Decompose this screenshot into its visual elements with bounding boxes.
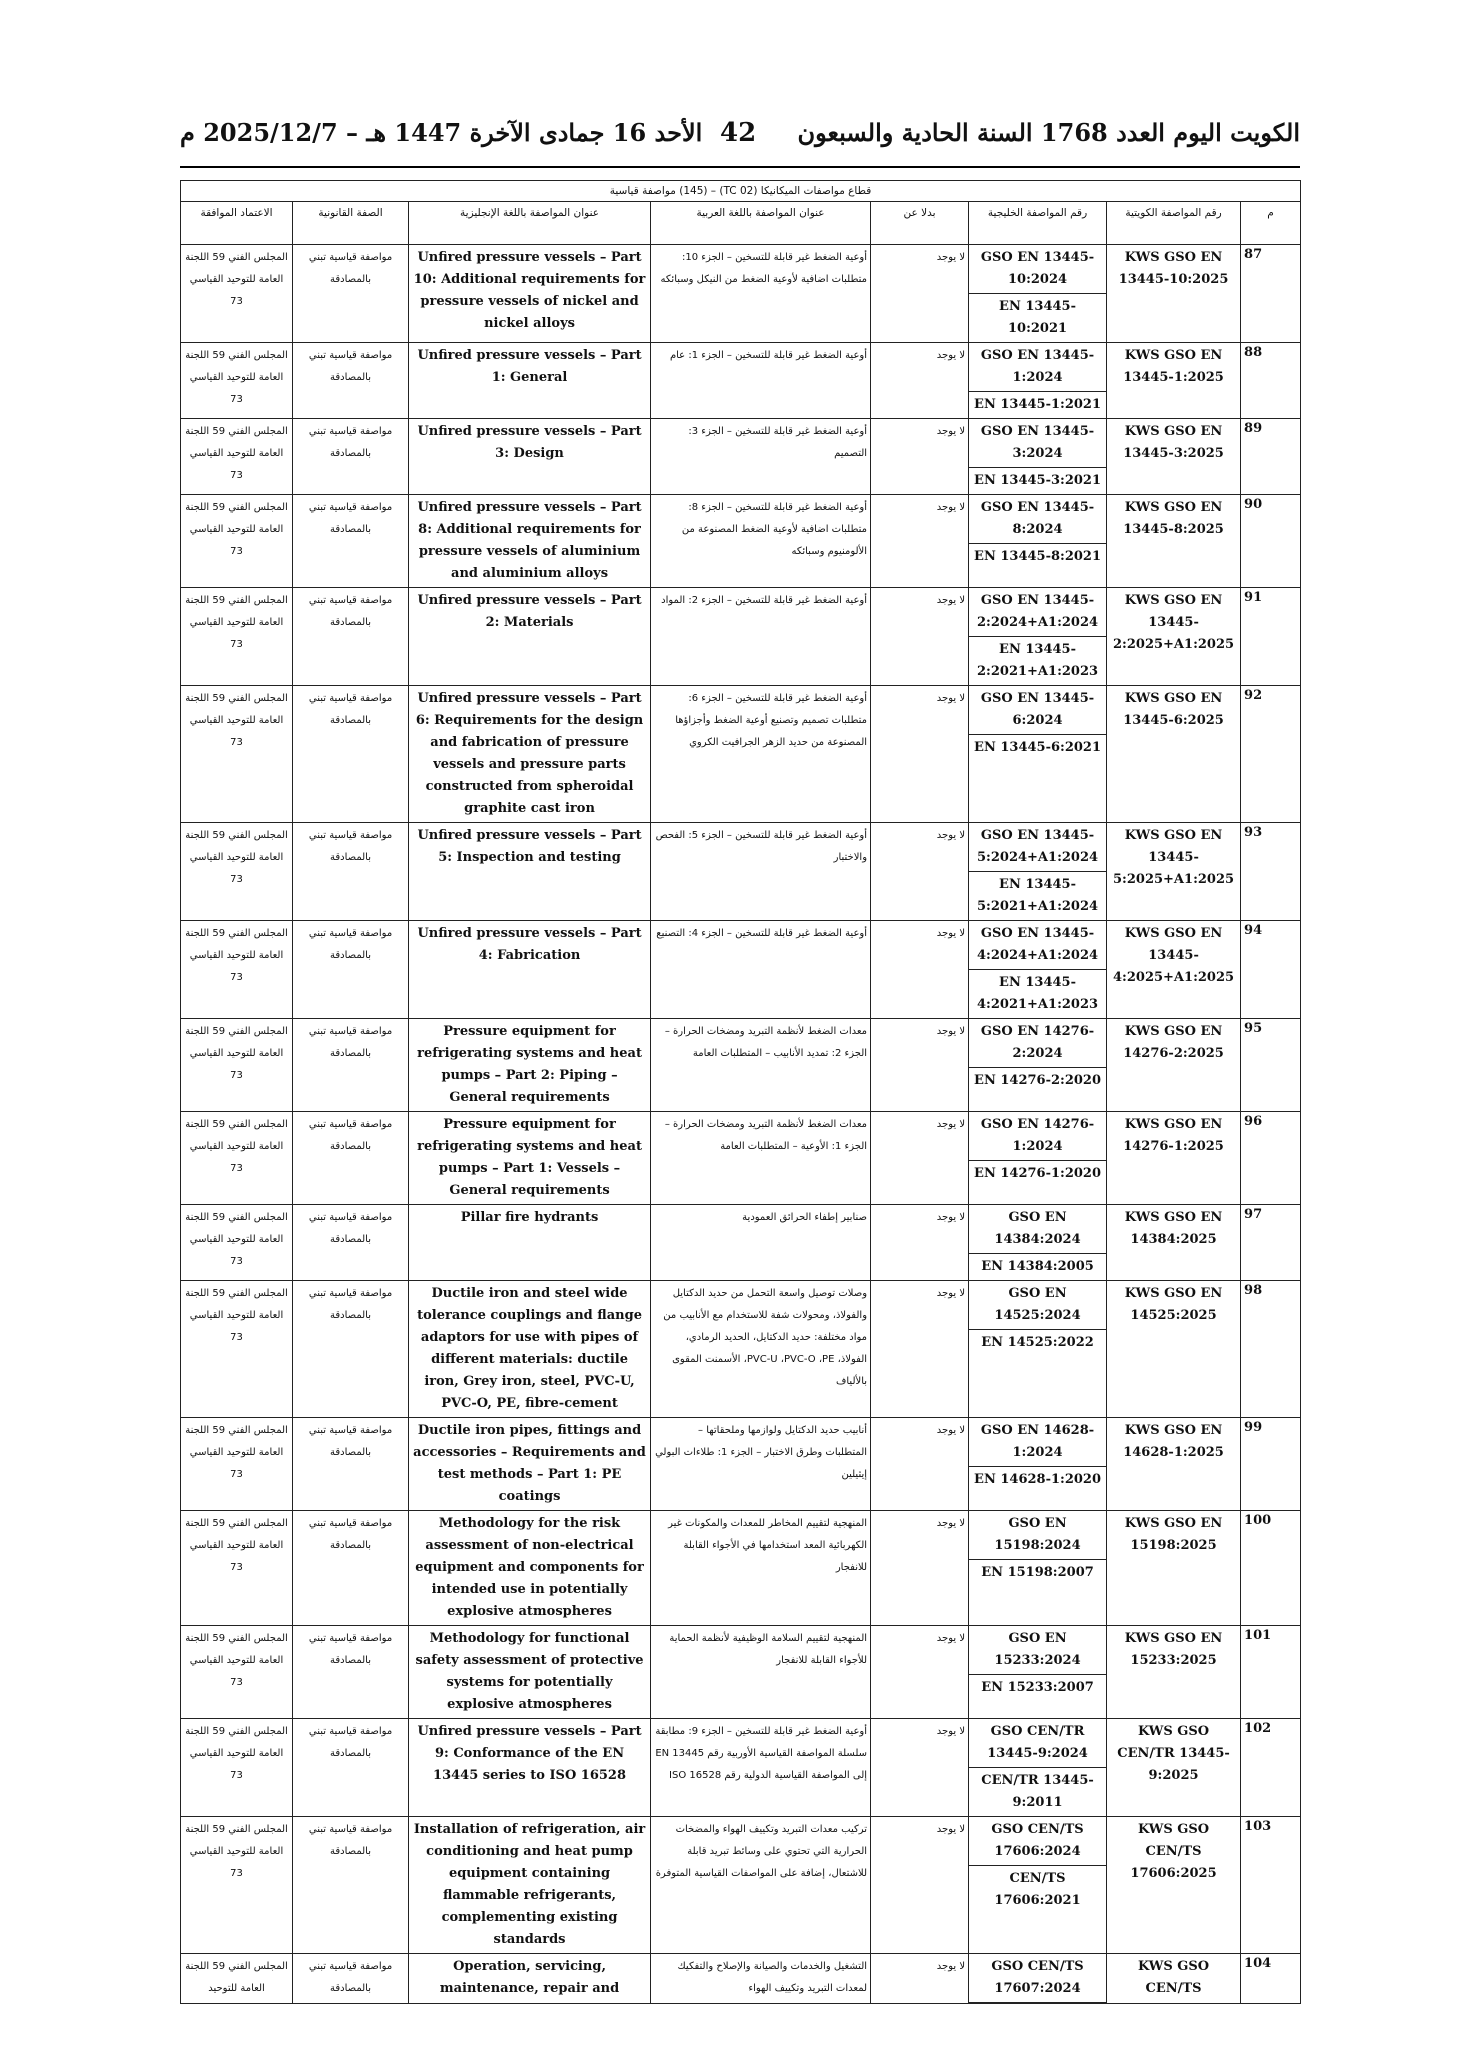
english-title: Unfired pressure vessels – Part 8: Additional requirements for pressure vessels of aluminium and aluminium alloys [409, 495, 651, 588]
table-row [181, 343, 1301, 419]
english-title: Pillar fire hydrants [409, 1205, 651, 1281]
en-standard: EN 13445-6:2021 [974, 740, 1102, 755]
approval: المجلس الفني 59 اللجنة العامة للتوحيد القياسي 73 [181, 1511, 293, 1626]
arabic-title: وصلات توصيل واسعة التحمل من حديد الدكتايل والفولاذ، ومحولات شفة للاستخدام مع الأنابيب من مواد مختلفة: حديد الدكتايل، الحديد الرمادي، الفولاذ، PVC-U ،PVC-O ،PE، الأسمنت المقوى بالألياف [651, 1281, 871, 1418]
instead-of: لا يوجد [871, 1954, 969, 2004]
en-standard: EN 13445-2:2021+A1:2023 [977, 642, 1099, 679]
gso-standard: GSO CEN/TS 17606:2024 [969, 1817, 1106, 1866]
legal-status: مواصفة قياسية تبني بالمصادقة [293, 588, 409, 686]
row-number: 96 [1241, 1112, 1301, 1205]
table-row [181, 1418, 1301, 1511]
english-title: Installation of refrigeration, air conditioning and heat pump equipment containing flammable refrigerants, complementing existing standards [409, 1817, 651, 1954]
gso-standard: GSO EN 15233:2024 [969, 1626, 1106, 1675]
table-row [181, 1511, 1301, 1626]
gso-standard: GSO CEN/TR 13445-9:2024 [969, 1719, 1106, 1768]
instead-of: لا يوجد [871, 588, 969, 686]
table-row [181, 823, 1301, 921]
legal-status: مواصفة قياسية تبني بالمصادقة [293, 1281, 409, 1418]
kws-number: KWS GSO EN 13445-8:2025 [1107, 495, 1241, 588]
row-number: 102 [1241, 1719, 1301, 1817]
col-instead: بدلا عن [871, 202, 969, 245]
en-standard: EN 13445-8:2021 [974, 549, 1102, 564]
english-title: Methodology for functional safety assessment of protective systems for potentially explosive atmospheres [409, 1626, 651, 1719]
table-row [181, 1205, 1301, 1281]
approval: المجلس الفني 59 اللجنة العامة للتوحيد القياسي 73 [181, 686, 293, 823]
row-number: 101 [1241, 1626, 1301, 1719]
arabic-title: أوعية الضغط غير قابلة للتسخين – الجزء 5: الفحص والاختبار [651, 823, 871, 921]
gso-number [969, 1817, 1107, 1954]
approval: المجلس الفني 59 اللجنة العامة للتوحيد القياسي 73 [181, 245, 293, 343]
table-row [181, 1954, 1301, 2004]
table-row [181, 1626, 1301, 1719]
approval: المجلس الفني 59 اللجنة العامة للتوحيد القياسي 73 [181, 1019, 293, 1112]
legal-status: مواصفة قياسية تبني بالمصادقة [293, 1418, 409, 1511]
gso-number [969, 686, 1107, 823]
instead-of: لا يوجد [871, 1817, 969, 1954]
approval: المجلس الفني 59 اللجنة العامة للتوحيد القياسي 73 [181, 343, 293, 419]
english-title: Ductile iron pipes, fittings and accessories – Requirements and test methods – Part 1: PE coatings [409, 1418, 651, 1511]
arabic-title: المنهجية لتقييم السلامة الوظيفية لأنظمة الحماية للأجواء القابلة للانفجار [651, 1626, 871, 1719]
table-row [181, 686, 1301, 823]
en-standard: EN 14525:2022 [981, 1335, 1094, 1350]
instead-of: لا يوجد [871, 1626, 969, 1719]
legal-status: مواصفة قياسية تبني بالمصادقة [293, 1511, 409, 1626]
col-legal: الصفة القانونية [293, 202, 409, 245]
gso-number [969, 419, 1107, 495]
table-row [181, 1112, 1301, 1205]
row-number: 97 [1241, 1205, 1301, 1281]
gso-number [969, 1719, 1107, 1817]
english-title: Unfired pressure vessels – Part 3: Design [409, 419, 651, 495]
row-number: 91 [1241, 588, 1301, 686]
row-number: 90 [1241, 495, 1301, 588]
english-title: Pressure equipment for refrigerating systems and heat pumps – Part 2: Piping – General requirements [409, 1019, 651, 1112]
approval: المجلس الفني 59 اللجنة العامة للتوحيد القياسي 73 [181, 1719, 293, 1817]
arabic-title: أوعية الضغط غير قابلة للتسخين – الجزء 3: التصميم [651, 419, 871, 495]
legal-status: مواصفة قياسية تبني بالمصادقة [293, 823, 409, 921]
english-title: Unfired pressure vessels – Part 5: Inspection and testing [409, 823, 651, 921]
gso-number [969, 921, 1107, 1019]
kws-number: KWS GSO EN 13445-5:2025+A1:2025 [1107, 823, 1241, 921]
row-number: 89 [1241, 419, 1301, 495]
legal-status: مواصفة قياسية تبني بالمصادقة [293, 1205, 409, 1281]
header-date: الأحد 16 جمادى الآخرة 1447 هـ – 2025/12/7 م [180, 118, 703, 147]
instead-of: لا يوجد [871, 1205, 969, 1281]
en-standard: EN 14276-1:2020 [974, 1166, 1102, 1181]
arabic-title: أوعية الضغط غير قابلة للتسخين – الجزء 1: عام [651, 343, 871, 419]
sector-title: قطاع مواصفات الميكانيكا (TC 02) – (145) مواصفة قياسية [181, 181, 1301, 202]
gso-number [969, 1205, 1107, 1281]
approval: المجلس الفني 59 اللجنة العامة للتوحيد القياسي 73 [181, 588, 293, 686]
gso-standard: GSO CEN/TS 17607:2024 [969, 1954, 1106, 2003]
english-title: Unfired pressure vessels – Part 2: Materials [409, 588, 651, 686]
gso-standard: GSO EN 13445-1:2024 [969, 343, 1106, 392]
instead-of: لا يوجد [871, 245, 969, 343]
row-number: 99 [1241, 1418, 1301, 1511]
row-number: 103 [1241, 1817, 1301, 1954]
instead-of: لا يوجد [871, 1511, 969, 1626]
instead-of: لا يوجد [871, 419, 969, 495]
instead-of: لا يوجد [871, 1112, 969, 1205]
kws-number: KWS GSO CEN/TR 13445-9:2025 [1107, 1719, 1241, 1817]
kws-number: KWS GSO EN 13445-1:2025 [1107, 343, 1241, 419]
english-title: Ductile iron and steel wide tolerance couplings and flange adaptors for use with pipes of different materials: ductile iron, Grey iron, steel, PVC-U, PVC-O, PE, fibre-cement [409, 1281, 651, 1418]
table-row [181, 588, 1301, 686]
kws-number: KWS GSO EN 15198:2025 [1107, 1511, 1241, 1626]
page-number: 42 [720, 118, 757, 148]
legal-status: مواصفة قياسية تبني بالمصادقة [293, 1626, 409, 1719]
gso-standard: GSO EN 14384:2024 [969, 1205, 1106, 1254]
row-number: 87 [1241, 245, 1301, 343]
gso-standard: GSO EN 13445-10:2024 [969, 245, 1106, 294]
legal-status: مواصفة قياسية تبني بالمصادقة [293, 1817, 409, 1954]
col-english-title: عنوان المواصفة باللغة الإنجليزية [409, 202, 651, 245]
row-number: 94 [1241, 921, 1301, 1019]
legal-status: مواصفة قياسية تبني بالمصادقة [293, 419, 409, 495]
instead-of: لا يوجد [871, 1418, 969, 1511]
kws-number: KWS GSO CEN/TS 17606:2025 [1107, 1817, 1241, 1954]
arabic-title: أوعية الضغط غير قابلة للتسخين – الجزء 10: متطلبات اضافية لأوعية الضغط من النيكل وسبائكه [651, 245, 871, 343]
arabic-title: التشغيل والخدمات والصيانة والإصلاح والتفكيك لمعدات التبريد وتكييف الهواء [651, 1954, 871, 2004]
en-standard: EN 13445-10:2021 [999, 299, 1076, 336]
gso-standard: GSO EN 13445-2:2024+A1:2024 [969, 588, 1106, 637]
gso-standard: GSO EN 13445-6:2024 [969, 686, 1106, 735]
header-rule [180, 166, 1300, 168]
legal-status: مواصفة قياسية تبني بالمصادقة [293, 921, 409, 1019]
approval: المجلس الفني 59 اللجنة العامة للتوحيد القياسي 73 [181, 1817, 293, 1954]
row-number: 100 [1241, 1511, 1301, 1626]
approval: المجلس الفني 59 اللجنة العامة للتوحيد القياسي 73 [181, 1418, 293, 1511]
col-arabic-title: عنوان المواصفة باللغة العربية [651, 202, 871, 245]
approval: المجلس الفني 59 اللجنة العامة للتوحيد القياسي 73 [181, 1112, 293, 1205]
instead-of: لا يوجد [871, 823, 969, 921]
approval: المجلس الفني 59 اللجنة العامة للتوحيد القياسي 73 [181, 495, 293, 588]
gso-number [969, 1281, 1107, 1418]
gso-standard: GSO EN 13445-5:2024+A1:2024 [969, 823, 1106, 872]
row-number: 92 [1241, 686, 1301, 823]
legal-status: مواصفة قياسية تبني بالمصادقة [293, 1719, 409, 1817]
arabic-title: معدات الضغط لأنظمة التبريد ومضخات الحرارة – الجزء 2: تمديد الأنابيب – المتطلبات العامة [651, 1019, 871, 1112]
gso-number [969, 1112, 1107, 1205]
gso-number [969, 495, 1107, 588]
kws-number: KWS GSO EN 14276-1:2025 [1107, 1112, 1241, 1205]
en-standard: EN 14276-2:2020 [974, 1073, 1102, 1088]
column-headers [181, 202, 1301, 245]
english-title: Pressure equipment for refrigerating systems and heat pumps – Part 1: Vessels – General requirements [409, 1112, 651, 1205]
kws-number: KWS GSO EN 14628-1:2025 [1107, 1418, 1241, 1511]
english-title: Unfired pressure vessels – Part 6: Requirements for the design and fabrication of pressure vessels and pressure parts constructed from spheroidal graphite cast iron [409, 686, 651, 823]
gso-standard: GSO EN 13445-3:2024 [969, 419, 1106, 468]
english-title: Unfired pressure vessels – Part 10: Additional requirements for pressure vessels of nickel and nickel alloys [409, 245, 651, 343]
approval: المجلس الفني 59 اللجنة العامة للتوحيد القياسي 73 [181, 921, 293, 1019]
en-standard: EN 13445-4:2021+A1:2023 [977, 975, 1099, 1012]
gso-standard: GSO EN 14276-1:2024 [969, 1112, 1106, 1161]
kws-number: KWS GSO EN 14525:2025 [1107, 1281, 1241, 1418]
gso-number [969, 1954, 1107, 2004]
english-title: Unfired pressure vessels – Part 9: Conformance of the EN 13445 series to ISO 16528 [409, 1719, 651, 1817]
row-number: 98 [1241, 1281, 1301, 1418]
en-standard: CEN/TR 13445-9:2011 [981, 1773, 1094, 1810]
gso-number [969, 1019, 1107, 1112]
standards-table [180, 180, 1301, 2004]
approval: المجلس الفني 59 اللجنة العامة للتوحيد القياسي 73 [181, 1626, 293, 1719]
instead-of: لا يوجد [871, 1281, 969, 1418]
arabic-title: أوعية الضغط غير قابلة للتسخين – الجزء 6: متطلبات تصميم وتصنيع أوعية الضغط وأجزاؤها المصنوعة من حديد الزهر الجرافيت الكروي [651, 686, 871, 823]
en-standard: CEN/TS 17606:2021 [994, 1871, 1081, 1908]
approval: المجلس الفني 59 اللجنة العامة للتوحيد القياسي 73 [181, 1281, 293, 1418]
gso-standard: GSO EN 15198:2024 [969, 1511, 1106, 1560]
en-standard: EN 15198:2007 [981, 1565, 1094, 1580]
english-title: Unfired pressure vessels – Part 1: General [409, 343, 651, 419]
arabic-title: أوعية الضغط غير قابلة للتسخين – الجزء 9: مطابقة سلسلة المواصفة القياسية الأوربية رقم EN 13445 إلى المواصفة القياسية الدولية رقم ISO 16528 [651, 1719, 871, 1817]
legal-status: مواصفة قياسية تبني بالمصادقة [293, 1954, 409, 2004]
gso-number [969, 588, 1107, 686]
english-title: Methodology for the risk assessment of non-electrical equipment and components for intended use in potentially explosive atmospheres [409, 1511, 651, 1626]
legal-status: مواصفة قياسية تبني بالمصادقة [293, 686, 409, 823]
arabic-title: معدات الضغط لأنظمة التبريد ومضخات الحرارة – الجزء 1: الأوعية – المتطلبات العامة [651, 1112, 871, 1205]
col-gso: رقم المواصفة الخليجية [969, 202, 1107, 245]
gso-standard: GSO EN 14628-1:2024 [969, 1418, 1106, 1467]
legal-status: مواصفة قياسية تبني بالمصادقة [293, 495, 409, 588]
arabic-title: أوعية الضغط غير قابلة للتسخين – الجزء 8: متطلبات اضافية لأوعية الضغط المصنوعة من الألومنيوم وسبائكه [651, 495, 871, 588]
table-row [181, 419, 1301, 495]
header-issue: الكويت اليوم العدد 1768 السنة الحادية والسبعون [797, 118, 1300, 147]
col-num: م [1241, 202, 1301, 245]
instead-of: لا يوجد [871, 343, 969, 419]
kws-number: KWS GSO EN 15233:2025 [1107, 1626, 1241, 1719]
legal-status: مواصفة قياسية تبني بالمصادقة [293, 1112, 409, 1205]
kws-number: KWS GSO EN 13445-10:2025 [1107, 245, 1241, 343]
table-row [181, 921, 1301, 1019]
en-standard: EN 13445-3:2021 [974, 473, 1102, 488]
approval: المجلس الفني 59 اللجنة العامة للتوحيد القياسي 73 [181, 419, 293, 495]
table-row [181, 495, 1301, 588]
arabic-title: المنهجية لتقييم المخاطر للمعدات والمكونات غير الكهربائية المعد استخدامها في الأجواء القابلة للانفجار [651, 1511, 871, 1626]
gso-standard: GSO EN 13445-4:2024+A1:2024 [969, 921, 1106, 970]
row-number: 104 [1241, 1954, 1301, 2004]
table-row [181, 1281, 1301, 1418]
kws-number: KWS GSO EN 14276-2:2025 [1107, 1019, 1241, 1112]
col-kws: رقم المواصفة الكويتية [1107, 202, 1241, 245]
instead-of: لا يوجد [871, 1719, 969, 1817]
english-title: Unfired pressure vessels – Part 4: Fabrication [409, 921, 651, 1019]
row-number: 88 [1241, 343, 1301, 419]
gso-number [969, 245, 1107, 343]
gso-number [969, 343, 1107, 419]
gso-number [969, 1418, 1107, 1511]
table-row [181, 1019, 1301, 1112]
en-standard: EN 15233:2007 [981, 1680, 1094, 1695]
arabic-title: أوعية الضغط غير قابلة للتسخين – الجزء 4: التصنيع [651, 921, 871, 1019]
page-header [180, 118, 1300, 164]
instead-of: لا يوجد [871, 495, 969, 588]
arabic-title: صنابير إطفاء الحرائق العمودية [651, 1205, 871, 1281]
approval: المجلس الفني 59 اللجنة العامة للتوحيد القياسي 73 [181, 823, 293, 921]
approval: المجلس الفني 59 اللجنة العامة للتوحيد [181, 1954, 293, 2004]
arabic-title: أنابيب حديد الدكتايل ولوازمها وملحقاتها – المتطلبات وطرق الاختبار – الجزء 1: طلاءات البولي إيثيلين [651, 1418, 871, 1511]
en-standard: EN 13445-1:2021 [974, 397, 1102, 412]
arabic-title: تركيب معدات التبريد وتكييف الهواء والمضخات الحرارية التي تحتوي على وسائط تبريد قابلة للاشتعال، إضافة على المواصفات القياسية المتوفرة [651, 1817, 871, 1954]
approval: المجلس الفني 59 اللجنة العامة للتوحيد القياسي 73 [181, 1205, 293, 1281]
table-row [181, 245, 1301, 343]
row-number: 93 [1241, 823, 1301, 921]
gso-number [969, 823, 1107, 921]
gso-standard: GSO EN 14276-2:2024 [969, 1019, 1106, 1068]
kws-number: KWS GSO EN 13445-3:2025 [1107, 419, 1241, 495]
row-number: 95 [1241, 1019, 1301, 1112]
en-standard: EN 14384:2005 [981, 1259, 1094, 1274]
legal-status: مواصفة قياسية تبني بالمصادقة [293, 1019, 409, 1112]
kws-number: KWS GSO EN 14384:2025 [1107, 1205, 1241, 1281]
gso-number [969, 1626, 1107, 1719]
gso-standard: GSO EN 13445-8:2024 [969, 495, 1106, 544]
en-standard: EN 13445-5:2021+A1:2024 [977, 877, 1099, 914]
kws-number: KWS GSO EN 13445-6:2025 [1107, 686, 1241, 823]
col-approval: الاعتماد الموافقة [181, 202, 293, 245]
kws-number: KWS GSO EN 13445-2:2025+A1:2025 [1107, 588, 1241, 686]
table-row [181, 1817, 1301, 1954]
instead-of: لا يوجد [871, 686, 969, 823]
instead-of: لا يوجد [871, 921, 969, 1019]
gso-standard: GSO EN 14525:2024 [969, 1281, 1106, 1330]
gso-number [969, 1511, 1107, 1626]
en-standard: EN 14628-1:2020 [974, 1472, 1102, 1487]
table-row [181, 1719, 1301, 1817]
legal-status: مواصفة قياسية تبني بالمصادقة [293, 343, 409, 419]
kws-number: KWS GSO EN 13445-4:2025+A1:2025 [1107, 921, 1241, 1019]
arabic-title: أوعية الضغط غير قابلة للتسخين – الجزء 2: المواد [651, 588, 871, 686]
english-title: Operation, servicing, maintenance, repair and [409, 1954, 651, 2004]
legal-status: مواصفة قياسية تبني بالمصادقة [293, 245, 409, 343]
instead-of: لا يوجد [871, 1019, 969, 1112]
kws-number: KWS GSO CEN/TS [1107, 1954, 1241, 2004]
